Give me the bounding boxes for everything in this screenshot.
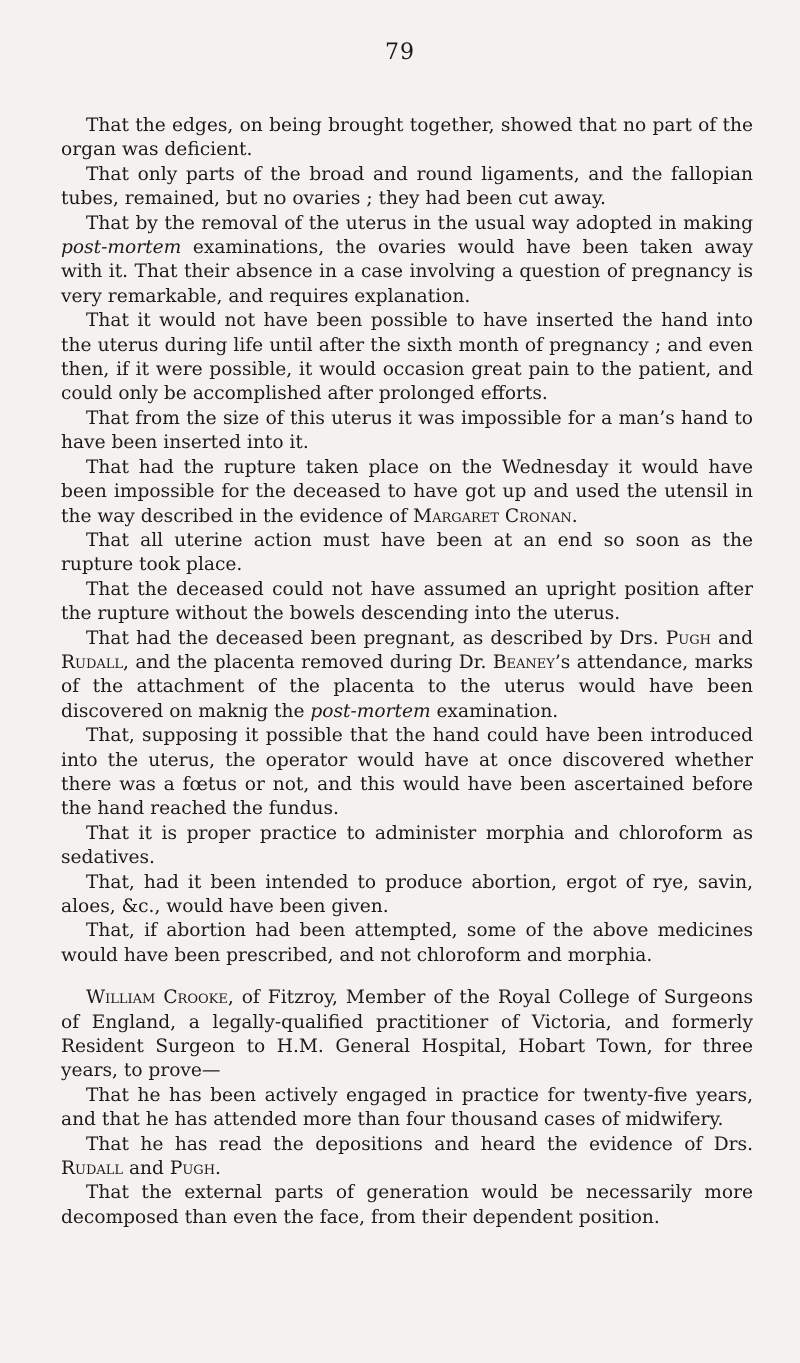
witness-name: William Crooke [86, 987, 228, 1009]
paragraph-text: That the deceased could not have assumed an upright position after the rupture without the bowels descending into the uterus. [61, 578, 753, 625]
paragraph [61, 1133, 753, 1182]
paragraph [61, 1084, 753, 1133]
paragraph-text: That all uterine action must have been at an end so soon as the rupture took place. [61, 529, 753, 576]
paragraph-text: and [123, 1158, 170, 1180]
paragraph-text: That it is proper practice to administer morphia and chloroform as sedatives. [61, 822, 753, 869]
paragraph-text: That had the deceased been pregnant, as described by Drs. [86, 627, 666, 649]
paragraph-text: That the edges, on being brought together, showed that no part of the organ was deficient. [61, 115, 753, 161]
paragraph [61, 578, 753, 627]
paragraph [61, 529, 753, 578]
paragraph-text: examinations, the ovaries would have been taken away with it. That their absence in a case involving a question of pregnancy is very remarkable, and requires explanation. [61, 237, 753, 307]
paragraph [61, 724, 753, 822]
paragraph-text: That had the rupture taken place on the Wednesday it would have been impossible for the deceased to have got up and used the utensil in the way described in the evidence of [61, 456, 753, 527]
page-body [61, 114, 753, 1230]
paragraph-text: , and the placenta removed during Dr. [123, 651, 493, 673]
paragraph [61, 822, 753, 871]
paragraph-text: , of Fitzroy, Member of the Royal College of Surgeons of England, a legally-qualified practitioner of Victoria, and formerly Resident Surgeon to H.M. General Hospital, Hobart Town, for three years, to prove— [61, 987, 753, 1082]
person-name: Margaret Cronan [413, 505, 572, 527]
paragraph [61, 407, 753, 456]
paragraph [61, 919, 753, 968]
witness-intro [61, 986, 753, 1084]
paragraph-text: . [571, 505, 578, 527]
witness-crooke-block [61, 986, 753, 1230]
paragraph-text: examination. [430, 700, 559, 722]
person-name: Rudall [61, 1158, 124, 1180]
paragraph-text: ’s attendance, marks of the attachment of the placenta to the uterus would have been discovered on maknig the [61, 651, 753, 722]
paragraph [61, 114, 753, 163]
person-name: Pugh [169, 1158, 216, 1180]
paragraph-text: . [215, 1158, 221, 1180]
paragraph-text: That it would not have been possible to have inserted the hand into the uterus during life until after the sixth month of pregnancy ; and even then, if it were possible, it would occasion great pain to the patient, and could only be accomplished after prolonged efforts. [61, 310, 753, 405]
person-name: Beaney [492, 651, 555, 673]
paragraph-text: That the external parts of generation would be necessarily more decomposed than even the face, from their dependent position. [61, 1182, 753, 1228]
paragraph-text: That, had it been intended to produce abortion, ergot of rye, savin, aloes, &c., would have been given. [61, 871, 753, 917]
paragraph-text: That he has been actively engaged in practice for twenty-five years, and that he has attended more than four thousand cases of midwifery. [61, 1084, 753, 1131]
paragraph [61, 163, 753, 212]
paragraph-text: That by the removal of the uterus in the usual way adopted in making [86, 212, 753, 234]
page-number: 79 [385, 40, 415, 65]
paragraph-text: That only parts of the broad and round ligaments, and the fallopian tubes, remained, but no ovaries ; they had been cut away. [61, 163, 753, 210]
paragraph [61, 212, 753, 310]
paragraph-text: That, if abortion had been attempted, some of the above medicines would have been prescribed, and not chloroform and morphia. [61, 920, 753, 966]
paragraph [61, 627, 753, 725]
italic-term: post-mortem [61, 237, 182, 259]
paragraph-text: and [710, 627, 753, 649]
paragraph-text: That from the size of this uterus it was impossible for a man’s hand to have been inserted into it. [61, 407, 753, 454]
paragraph [61, 871, 753, 920]
paragraph-text: That, supposing it possible that the hand could have been introduced into the uterus, the operator would have at once discovered whether there was a fœtus or not, and this would have been ascertained before the hand reached the fundus. [61, 725, 753, 820]
paragraph-text: That he has read the depositions and heard the evidence of Drs. [86, 1133, 753, 1155]
paragraph [61, 309, 753, 407]
person-name: Rudall [61, 651, 124, 673]
evidence-statements-block [61, 114, 753, 968]
italic-term: post-mortem [310, 700, 431, 722]
paragraph [61, 1181, 753, 1230]
paragraph [61, 456, 753, 529]
person-name: Pugh [665, 627, 711, 649]
